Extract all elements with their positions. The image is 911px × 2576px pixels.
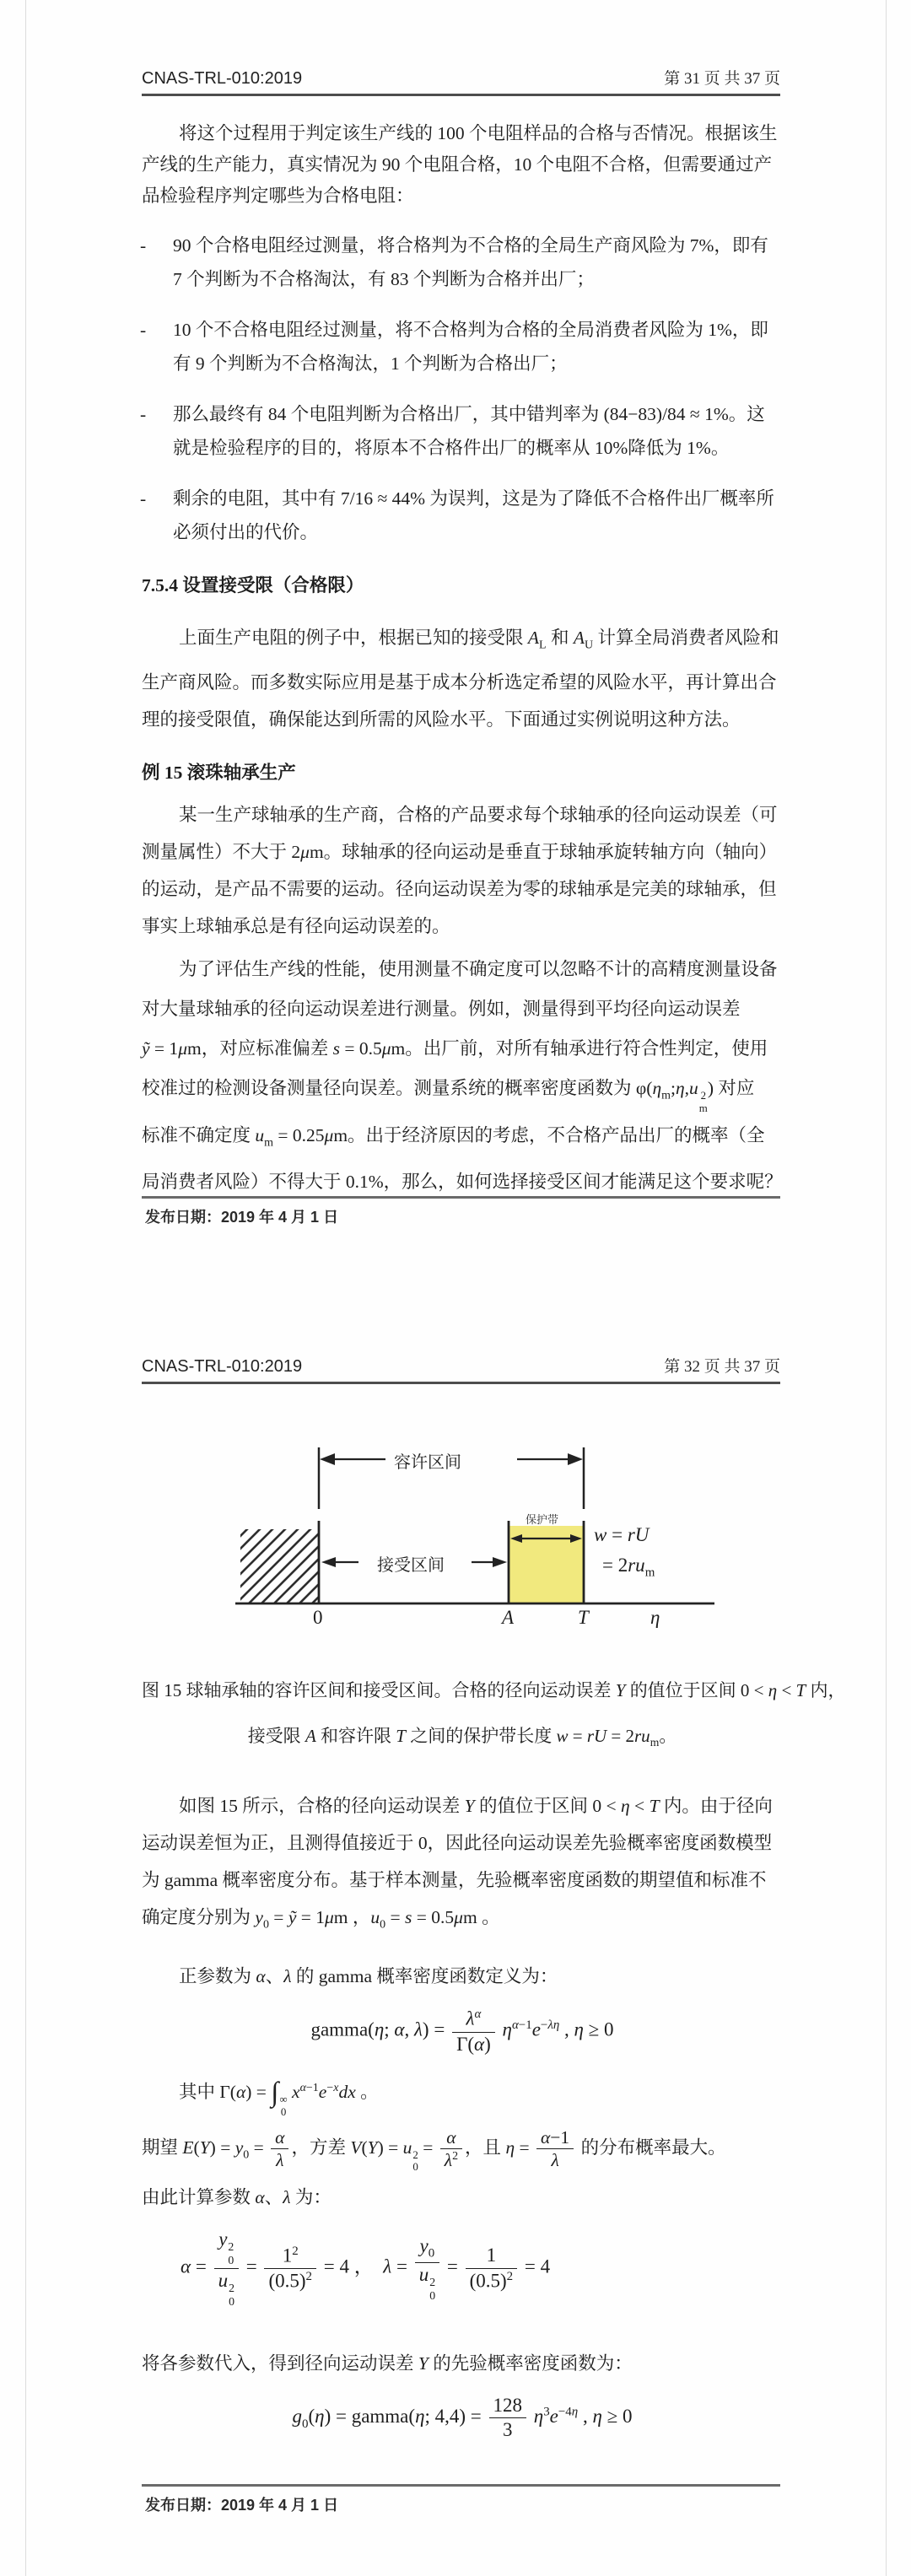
bullet-list bbox=[142, 229, 783, 549]
footer-rule bbox=[142, 2484, 780, 2487]
paragraph-line: 局消费者风险）不得大于 0.1%，那么，如何选择接受区间才能满足这个要求呢？ bbox=[142, 1171, 783, 1192]
formula-alpha-lambda: α = y 2 0 u 2 0 = $\frac{1^2}{(0.5)^2}$ = 4 ， λ = $y_0$ u 2 0 = $\frac{1}{(0.5)^2}$ = 4 bbox=[181, 2228, 551, 2309]
paragraph-line: 产线的生产能力，真实情况为 90 个电阻合格，10 个电阻不合格，但需要通过产 bbox=[142, 154, 773, 175]
paragraph-line: 生产商风险。而多数实际应用是基于成本分析选定希望的风险水平，再计算出合 bbox=[142, 672, 777, 693]
axis-label-zero: 0 bbox=[313, 1607, 323, 1628]
bullet-line: 剩余的电阻，其中有 7/16 ≈ 44% 为误判，这是为了降低不合格件出厂概率所 bbox=[173, 488, 774, 509]
bullet-item bbox=[142, 397, 783, 465]
page-number: 第 31 页 共 37 页 bbox=[664, 70, 780, 88]
document-code: CNAS-TRL-010:2019 bbox=[142, 1357, 303, 1376]
axis-label-A: A bbox=[502, 1607, 515, 1628]
bullet-line: 那么最终有 84 个电阻判断为合格出厂，其中错判率为 (84−83)/84 ≈ 1%。这 bbox=[173, 404, 765, 424]
paragraph-line: 测量属性）不大于 2μm。球轴承的径向运动是垂直于球轴承旋转轴方向（轴向） bbox=[142, 842, 778, 863]
bullet-line: 10 个不合格电阻经过测量，将不合格判为合格的全局消费者风险为 1%，即 bbox=[173, 320, 768, 340]
paragraph-line: 上面生产电阻的例子中，根据已知的接受限 $A_L$ 和 $A_U$ 计算全局消费者风险和 bbox=[179, 628, 779, 652]
paragraph-line: 理的接受限值，确保能达到所需的风险水平。下面通过实例说明这种方法。 bbox=[142, 709, 741, 730]
paragraph-line: 品检验程序判定哪些为合格电阻： bbox=[142, 186, 414, 206]
bullet-line: 90 个合格电阻经过测量，将合格判为不合格的全局生产商风险为 7%，即有 bbox=[173, 235, 768, 256]
section-paragraph bbox=[142, 619, 783, 738]
paragraph-line: 为 gamma 概率密度分布。基于样本测量，先验概率密度函数的期望值和标准不 bbox=[142, 1870, 767, 1891]
header-rule bbox=[142, 1382, 780, 1384]
bullet-line: 就是检验程序的目的，将原本不合格件出厂的概率从 10%降低为 1%。 bbox=[173, 438, 730, 458]
paragraph-line: 标准不确定度 $u_m = 0.25\mu m$。出于经济原因的考虑，不合格产品出厂的概率（全 bbox=[142, 1124, 765, 1149]
paragraph-line: 如图 15 所示，合格的径向运动误差 Y 的值位于区间 0 < η < T 内。由于径向 bbox=[179, 1796, 773, 1817]
page-32 bbox=[0, 1288, 911, 2576]
bullet-dash: - bbox=[140, 488, 147, 509]
guard-band-width-formula-2: = $2ru_m$ bbox=[602, 1555, 655, 1580]
expectation-variance-line: 期望 $E(Y) = y_0$ = $\frac{\alpha}{\lambda}$ ，方差 V(Y) = u 2 0 = $\frac{\alpha}{\lambda^2}$ ，且 η = $\frac{\alpha-1}{\lambda}$ 的分布概率最大。 bbox=[142, 2126, 726, 2174]
page-footer bbox=[0, 2484, 911, 2515]
paragraph-line: 事实上球轴承总是有径向运动误差的。 bbox=[142, 916, 450, 937]
gamma-intro-line: 正参数为 α、λ 的 gamma 概率密度函数定义为： bbox=[179, 1966, 558, 1987]
bullet-item bbox=[142, 482, 783, 549]
footer-rule bbox=[142, 1196, 780, 1199]
bullet-line: 必须付出的代价。 bbox=[173, 522, 319, 542]
paragraph-line: 某一生产球轴承的生产商，合格的产品要求每个球轴承的径向运动误差（可 bbox=[179, 805, 778, 826]
paragraph-line: 确定度分别为 $y_0$ = ỹ = 1μm ，$u_0 = s = 0.5\mu m$ 。 bbox=[142, 1907, 500, 1932]
example-15-heading: 例 15 滚珠轴承生产 bbox=[142, 763, 296, 784]
bullet-line: 7 个判断为不合格淘汰，有 83 个判断为合格并出厂； bbox=[173, 269, 595, 289]
guard-band-label: 保护带 bbox=[526, 1513, 559, 1526]
publish-date: 发布日期：2019 年 4 月 1 日 bbox=[145, 1209, 339, 1226]
paragraph-line: ỹ = 1μm，对应标准偏差 s = 0.5μm。出厂前，对所有轴承进行符合性判定，使用 bbox=[142, 1038, 768, 1059]
page-number: 第 32 页 共 37 页 bbox=[664, 1358, 780, 1376]
paragraph-line: 校准过的检测设备测量径向误差。测量系统的概率密度函数为 $\varphi(\eta_m;\eta,u$ 2 m ) 对应 bbox=[142, 1078, 755, 1114]
bullet-dash: - bbox=[140, 404, 147, 424]
gamma-function-note: 其中 Γ(α) = ∫ ∞ 0 $x^{\alpha-1}e^{-x}dx$ 。 bbox=[179, 2077, 379, 2118]
formula-gamma-definition: gamma(η; α, λ) = $\frac{\lambda^\alpha}{\Gamma(\alpha)}$ $\eta^{\alpha-1}e^{-\lambda\eta}$ , η ≥ 0 bbox=[310, 2007, 614, 2055]
substitution-line: 将各参数代入，得到径向运动误差 Y 的先验概率密度函数为： bbox=[142, 2353, 633, 2374]
guard-band-width-formula: w = rU bbox=[594, 1524, 650, 1545]
bullet-dash: - bbox=[140, 235, 147, 256]
hatched-region bbox=[240, 1529, 319, 1603]
evaluation-paragraph bbox=[142, 950, 783, 1202]
paragraph-line: 为了评估生产线的性能，使用测量不确定度可以忽略不计的高精度测量设备 bbox=[179, 959, 778, 980]
page-footer bbox=[0, 1196, 911, 1227]
formula-prior-pdf: $g_0(\eta)$ = gamma(η; 4,4) = $\frac{128}{3}$ $\eta^3e^{-4\eta}$ , η ≥ 0 bbox=[292, 2395, 633, 2441]
example-paragraph bbox=[142, 796, 783, 945]
axis-label-T: T bbox=[578, 1607, 589, 1628]
section-heading-754: 7.5.4 设置接受限（合格限） bbox=[142, 575, 364, 595]
bullet-dash: - bbox=[140, 320, 147, 340]
bullet-line: 有 9 个判断为不合格淘汰，1 个判断为合格出厂； bbox=[173, 353, 568, 374]
header-rule bbox=[142, 94, 780, 96]
paragraph-line: 对大量球轴承的径向运动误差进行测量。例如，测量得到平均径向运动误差 bbox=[142, 999, 741, 1020]
tolerance-interval-label: 容许区间 bbox=[394, 1453, 461, 1472]
intro-paragraph bbox=[142, 118, 783, 212]
figure-discussion-paragraph bbox=[142, 1787, 783, 1943]
figure-15-diagram bbox=[181, 1443, 730, 1639]
paragraph-line: 将这个过程用于判定该生产线的 100 个电阻样品的合格与否情况。根据该生 bbox=[179, 123, 778, 143]
arrowhead-left-icon bbox=[320, 1453, 335, 1465]
acceptance-interval-label: 接受区间 bbox=[377, 1556, 445, 1575]
caption-line: 图 15 球轴承轴的容许区间和接受区间。合格的径向运动误差 Y 的值位于区间 0 < η < T 内， bbox=[142, 1680, 846, 1700]
bullet-item bbox=[142, 313, 783, 380]
arrowhead-right-icon bbox=[493, 1557, 507, 1567]
figure-15-caption bbox=[142, 1668, 846, 1765]
caption-line: 接受限 A 和容许限 T 之间的保护带长度 w = rU = $2ru_m$。 bbox=[247, 1726, 677, 1749]
bullet-item bbox=[142, 229, 783, 296]
page-header bbox=[142, 1288, 780, 1377]
paragraph-line: 运动误差恒为正，且测得值接近于 0，因此径向运动误差先验概率密度函数模型 bbox=[142, 1833, 773, 1854]
axis-label-eta: η bbox=[650, 1607, 660, 1628]
arrowhead-left-icon bbox=[321, 1557, 336, 1567]
publish-date: 发布日期：2019 年 4 月 1 日 bbox=[145, 2497, 339, 2514]
document-code: CNAS-TRL-010:2019 bbox=[142, 69, 303, 88]
page-header bbox=[142, 0, 780, 89]
compute-parameters-line: 由此计算参数 α、λ 为： bbox=[142, 2187, 332, 2208]
paragraph-line: 的运动，是产品不需要的运动。径向运动误差为零的球轴承是完美的球轴承，但 bbox=[142, 879, 777, 900]
arrowhead-right-icon bbox=[568, 1453, 583, 1465]
